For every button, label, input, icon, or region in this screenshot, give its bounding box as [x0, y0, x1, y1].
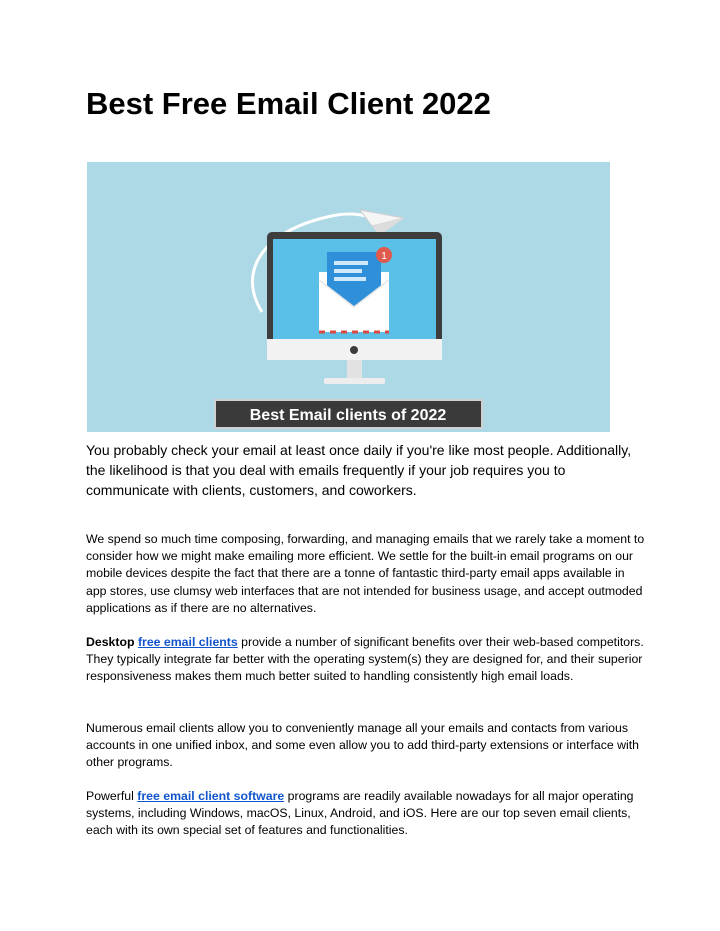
free-email-client-software-link[interactable]: free email client software	[137, 789, 285, 803]
paragraph-lead: Desktop	[86, 635, 135, 649]
page-title: Best Free Email Client 2022	[86, 86, 491, 121]
paragraph-desktop-clients	[86, 634, 646, 686]
paragraph-lead: Powerful	[86, 789, 138, 803]
hero-image	[87, 162, 610, 432]
notification-badge-icon	[376, 247, 392, 263]
paragraph-software	[86, 788, 646, 840]
paragraph-unified-inbox: Numerous email clients allow you to conveniently manage all your emails and contacts from various accounts in one unified inbox, and some even allow you to add third-party extensions or interface with other programs.	[86, 721, 639, 770]
notification-count: 1	[381, 251, 387, 262]
paragraph-text: programs are readily available nowadays for all major operating systems, including Windows, macOS, Linux, Android, and iOS. Here are our top seven email clients, each with its own special set of features and functionalities.	[86, 789, 634, 838]
paragraph-text: provide a number of significant benefits over their web-based competitors. They typically integrate far better with the operating system(s) they are designed for, and their superior responsiveness makes them much better suited to handling consistently high email loads.	[86, 635, 644, 684]
intro-paragraph: You probably check your email at least once daily if you're like most people. Additionally, the likelihood is that you deal with emails frequently if your job requires you to communicate with clients, customers, and coworkers.	[86, 442, 632, 498]
hero-banner-text: Best Email clients of 2022	[249, 407, 447, 424]
free-email-clients-link[interactable]: free email clients	[137, 635, 238, 649]
paragraph-efficiency: We spend so much time composing, forwarding, and managing emails that we rarely take a moment to consider how we might make emailing more efficient. We settle for the built-in email programs on our mobile devices despite the fact that there are a tonne of fantastic third-party email apps available in app stores, use clumsy web interfaces that are not intended for business usage, and accept outmoded applications as if there are no alternatives.	[86, 532, 645, 615]
envelope-icon	[319, 252, 389, 332]
